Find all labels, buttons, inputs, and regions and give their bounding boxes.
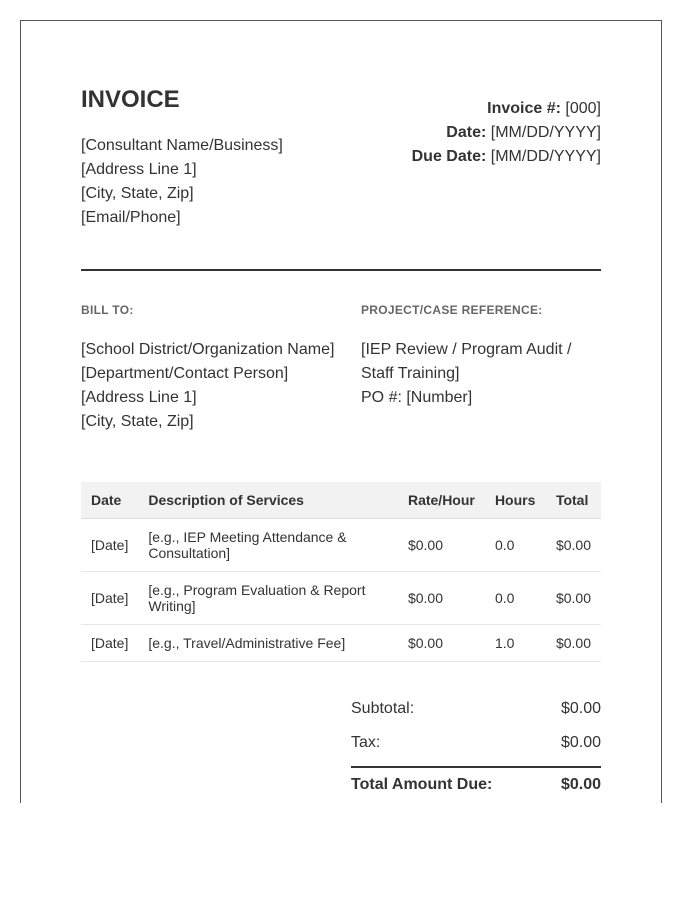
sender-address-line1: [Address Line 1] <box>81 161 197 178</box>
row-total: $0.00 <box>546 519 601 572</box>
invoice-due-date <box>412 145 601 169</box>
tax-row <box>351 732 601 766</box>
invoice-number-value: [000] <box>565 100 601 117</box>
sender-contact: [Email/Phone] <box>81 209 181 226</box>
grand-total-row <box>351 766 601 803</box>
row-date: [Date] <box>81 625 138 662</box>
bill-to-city: [City, State, Zip] <box>81 413 194 430</box>
parties-section <box>81 302 601 434</box>
row-hours: 0.0 <box>485 519 546 572</box>
row-date: [Date] <box>81 519 138 572</box>
sender-block <box>81 87 283 230</box>
tax-label: Tax: <box>351 734 381 751</box>
row-description: [e.g., Travel/Administrative Fee] <box>138 625 398 662</box>
header-divider <box>81 269 601 271</box>
invoice-date <box>412 121 601 145</box>
invoice-due-value: [MM/DD/YYYY] <box>490 148 601 165</box>
bill-to-address <box>81 338 361 434</box>
invoice-due-label: Due Date: <box>411 148 487 165</box>
table-header-row <box>81 482 601 519</box>
bill-to-org: [School District/Organization Name] <box>81 341 335 358</box>
row-hours: 0.0 <box>485 572 546 625</box>
row-hours: 1.0 <box>485 625 546 662</box>
invoice-number-label: Invoice #: <box>487 100 561 117</box>
services-table <box>81 482 601 662</box>
sender-address <box>81 134 283 230</box>
col-header-hours: Hours <box>485 482 546 519</box>
po-number: PO #: [Number] <box>361 389 473 406</box>
row-rate: $0.00 <box>398 519 485 572</box>
table-row <box>81 519 601 572</box>
invoice-content <box>81 87 601 803</box>
table-row <box>81 572 601 625</box>
row-rate: $0.00 <box>398 572 485 625</box>
grand-total-label: Total Amount Due: <box>351 776 493 793</box>
bill-to-block <box>81 302 361 434</box>
invoice-meta <box>412 97 601 169</box>
grand-total-value: $0.00 <box>560 776 601 793</box>
row-total: $0.00 <box>546 625 601 662</box>
sender-city: [City, State, Zip] <box>81 185 194 202</box>
col-header-date: Date <box>81 482 138 519</box>
bill-to-dept: [Department/Contact Person] <box>81 365 289 382</box>
row-description: [e.g., IEP Meeting Attendance & Consultation] <box>138 519 398 572</box>
project-details <box>361 338 601 410</box>
bill-to-address-line1: [Address Line 1] <box>81 389 197 406</box>
invoice-number <box>412 97 601 121</box>
invoice-date-label: Date: <box>446 124 487 141</box>
row-total: $0.00 <box>546 572 601 625</box>
totals-section <box>351 698 601 803</box>
invoice-date-value: [MM/DD/YYYY] <box>490 124 601 141</box>
tax-value: $0.00 <box>560 734 601 751</box>
invoice-header <box>81 87 601 230</box>
col-header-total: Total <box>546 482 601 519</box>
col-header-description: Description of Services <box>138 482 398 519</box>
project-block <box>361 302 601 434</box>
project-reference: [IEP Review / Program Audit / Staff Training] <box>361 341 572 382</box>
invoice-page <box>20 20 662 803</box>
invoice-title: INVOICE <box>81 86 180 113</box>
row-rate: $0.00 <box>398 625 485 662</box>
subtotal-label: Subtotal: <box>351 700 415 717</box>
col-header-rate: Rate/Hour <box>398 482 485 519</box>
subtotal-row <box>351 698 601 732</box>
subtotal-value: $0.00 <box>560 700 601 717</box>
row-date: [Date] <box>81 572 138 625</box>
sender-name: [Consultant Name/Business] <box>81 137 283 154</box>
table-row <box>81 625 601 662</box>
bill-to-label: BILL TO: <box>81 303 134 317</box>
project-label: PROJECT/CASE REFERENCE: <box>361 303 543 317</box>
row-description: [e.g., Program Evaluation & Report Writing] <box>138 572 398 625</box>
